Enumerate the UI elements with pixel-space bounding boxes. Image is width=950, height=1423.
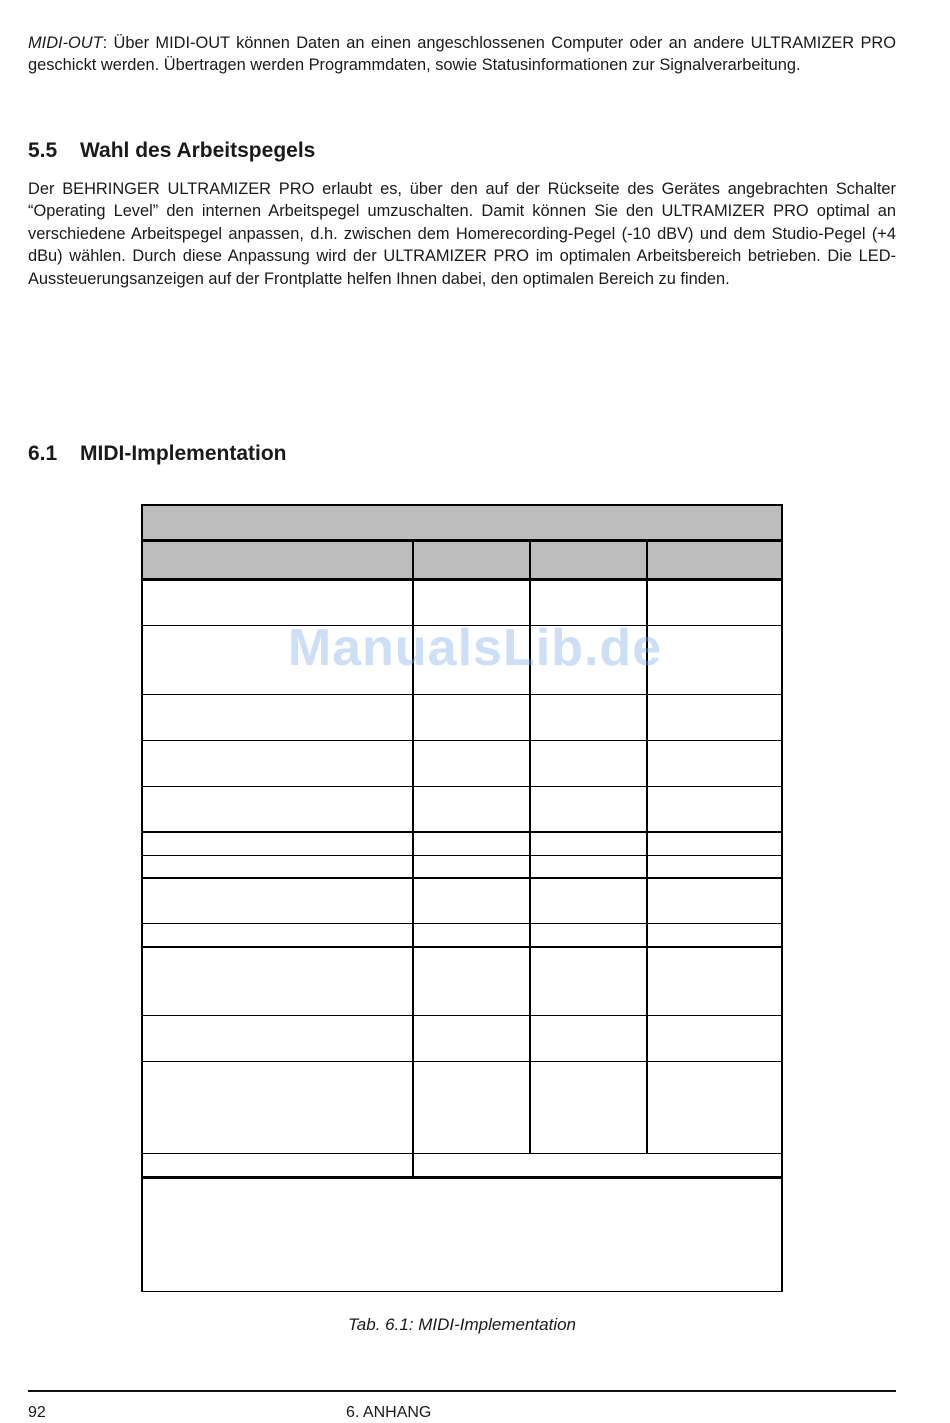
table-header-row xyxy=(142,542,782,578)
midi-out-paragraph xyxy=(28,32,896,77)
table-rule xyxy=(141,1015,783,1016)
section-6-1-number: 6.1 xyxy=(28,442,58,465)
footer-chapter: 6. ANHANG xyxy=(346,1404,432,1421)
page-number: 92 xyxy=(28,1404,46,1421)
section-6-1-heading xyxy=(28,441,287,467)
table-rule xyxy=(141,877,783,879)
table-caption: Tab. 6.1: MIDI-Implementation xyxy=(347,1315,577,1334)
table-rule xyxy=(141,855,783,856)
section-5-5-number: 5.5 xyxy=(28,139,58,162)
section-5-5-heading xyxy=(28,138,315,164)
table-rule xyxy=(141,923,783,924)
table-rule xyxy=(141,740,783,741)
table-rule xyxy=(141,578,783,581)
table-rule xyxy=(141,786,783,787)
table-border-top xyxy=(141,504,783,506)
section-5-5-title: Wahl des Arbeitspegels xyxy=(80,139,316,162)
table-rule xyxy=(141,1176,783,1179)
table-border-bottom xyxy=(141,1291,783,1292)
table-rule xyxy=(141,831,783,833)
table-rule xyxy=(141,539,783,542)
table-title-band xyxy=(142,505,782,539)
midi-out-term: MIDI-OUT xyxy=(28,34,103,52)
watermark-logo: ManualsLib.de xyxy=(287,619,663,677)
table-rule xyxy=(141,1153,783,1154)
table-rule xyxy=(141,694,783,695)
midi-out-text: : Über MIDI-OUT können Daten an einen angeschlossenen Computer oder an andere ULTRAMIZER PRO geschickt werden. Übertragen werden Programmdaten, sowie Statusinformationen zur Signalverarbeitung. xyxy=(28,34,896,75)
table-rule xyxy=(141,946,783,948)
section-6-1-title: MIDI-Implementation xyxy=(80,442,287,465)
section-5-5-body: Der BEHRINGER ULTRAMIZER PRO erlaubt es, über den auf der Rückseite des Gerätes angebrachten Schalter “Operating Level” den internen Arbeitspegel umzuschalten. Damit können Sie den ULTRAMIZER PRO optimal an verschiedene Arbeitspegel anpassen, d.h. zwischen dem Homerecording-Pegel (-10 dBV) und dem Studio-Pegel (+4 dBu) wählen. Durch diese Anpassung wird der ULTRAMIZER PRO im optimalen Arbeitsbereich betrieben. Die LED-Aussteuerungsanzeigen auf der Frontplatte helfen Ihnen dabei, den optimalen Bereich zu finden. xyxy=(28,180,896,288)
table-rule xyxy=(141,1061,783,1062)
footer-rule xyxy=(28,1390,896,1392)
